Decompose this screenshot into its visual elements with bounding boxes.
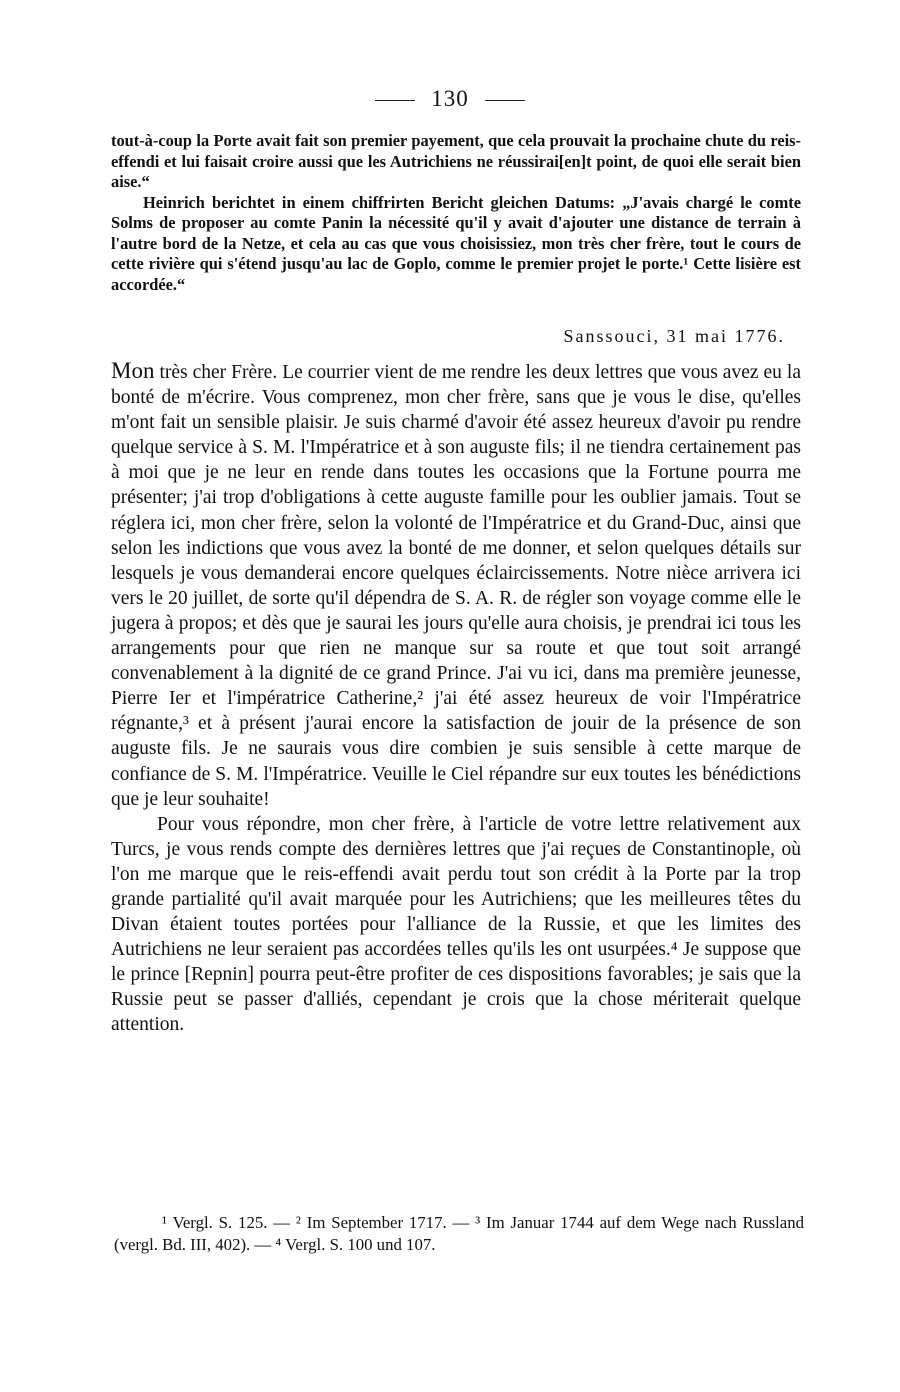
letter-paragraph-2: Pour vous répondre, mon cher frère, à l'article de votre lettre relativement aux Turcs, je vous rends compte des dernières lettres que j'ai reçues de Constantinople, où l'on me marque que le reis-effendi avait perdu tout son crédit à la Porte par la trop grande partialité qu'il avait marquée pour les Autrichiens; que les meilleures têtes du Divan étaient toutes portées pour l'alliance de la Russie, et que les limites des Autrichiens ne leur seraient pas accordées telles qu'ils les ont usurpées.⁴ Je suppose que le prince [Repnin] pourra peut-être profiter de ces dispositions favorables; je sais que la Russie peut se passer d'alliés, cependant je crois que la chose mériterait quelque attention. [111,813,801,1036]
intro-paragraph-1: tout-à-coup la Porte avait fait son premier payement, que cela prouvait la prochaine chute du reis-effendi et lui faisait croire aussi que les Autrichiens ne réussirai[en]t point, de quoi elle serait bien aise.“ [111,131,801,191]
page-number: 130 [431,86,469,111]
footnotes-text: ¹ Vergl. S. 125. — ² Im September 1717. — ³ Im Januar 1744 auf dem Wege nach Russland (vergl. Bd. III, 402). — ⁴ Vergl. S. 100 und 107. [114,1213,804,1254]
left-dash [375,100,415,101]
right-dash [485,100,525,101]
letter-paragraph-1 [111,358,801,812]
footnotes [114,1212,804,1255]
letter-paragraph-1-text: très cher Frère. Le courrier vient de me rendre les deux lettres que vous avez eu la bonté de m'écrire. Vous comprenez, mon cher frère, sans que je vous le dise, qu'elles m'ont fait un sensible plaisir. Je suis charmé d'avoir été assez heureux d'avoir pu rendre quelque service à S. M. l'Impératrice et à son auguste fils; il ne tiendra certainement pas à moi que je ne leur en rende dans toutes les occasions que la Fortune pourra me présenter; j'ai trop d'obligations à cette auguste famille pour les oublier jamais. Tout se réglera ici, mon cher frère, selon la volonté de l'Impératrice et du Grand-Duc, ainsi que selon les indictions que vous avez la bonté de me donner, et selon quelques détails sur lesquels je vous demanderai encore quelques éclaircissements. Notre nièce arrivera ici vers le 20 juillet, de sorte qu'il dépendra de S. A. R. de régler son voyage comme elle le jugera à propos; et dès que je saurai les jours qu'elle aura choisis, je prendrai ici tous les arrangements pour que rien ne manque sur sa route et que tout soit arrangé convenablement à la dignité de ce grand Prince. J'ai vu ici, dans ma première jeunesse, Pierre Ier et l'impératrice Catherine,² j'ai été assez heureux de voir l'Impératrice régnante,³ et à présent j'aurai encore la satisfaction de jouir de la présence de son auguste fils. Je ne saurais vous dire combien je suis sensible à cette marque de confiance de S. M. l'Impératrice. Veuille le Ciel répandre sur eux toutes les bénédictions que je leur souhaite! [111,362,801,810]
letter-salutation-lead: Mon [111,358,155,383]
page-number-line [0,84,900,114]
intro-text [111,131,801,295]
letter-body [111,358,801,1038]
intro-paragraph-2: Heinrich berichtet in einem chiffrirten Bericht gleichen Datums: „J'avais chargé le comte Solms de proposer au comte Panin la nécessité qu'il y avait d'ajouter une distance de terrain à l'autre bord de la Netze, et cela au cas que vous choisissiez, mon très cher frère, tout le cours de cette rivière qui s'étend jusqu'au lac de Goplo, comme le premier projet le porte.¹ Cette lisière est accordée.“ [111,192,801,294]
dateline: Sanssouci, 31 mai 1776. [563,326,785,346]
